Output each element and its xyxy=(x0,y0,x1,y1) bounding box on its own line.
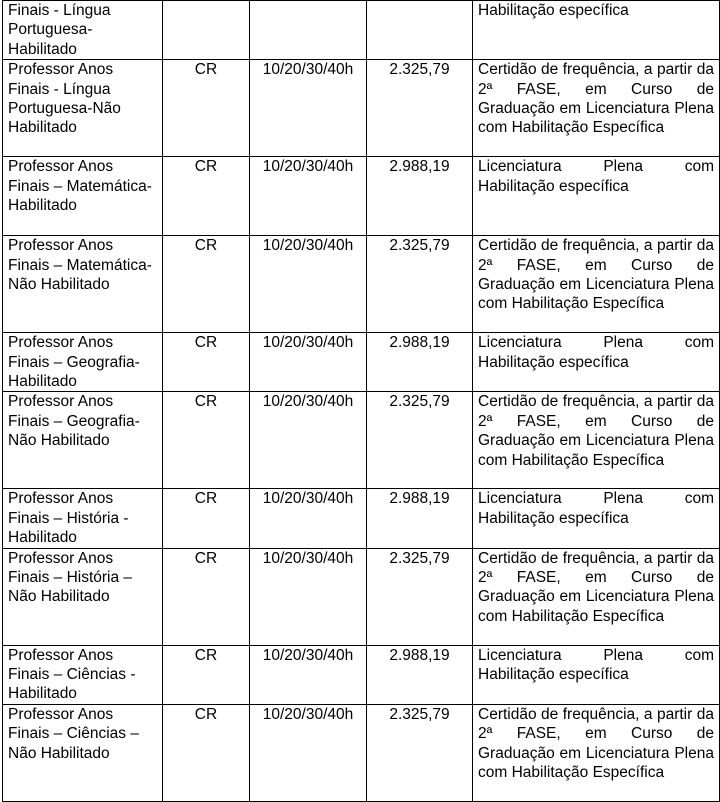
salary-cell: 2.988,19 xyxy=(367,489,473,548)
workload-cell: 10/20/30/40h xyxy=(250,489,367,548)
salary-cell: 2.988,19 xyxy=(367,645,473,704)
workload-cell xyxy=(250,1,367,60)
position-name-cell: Professor Anos Finais - Língua Portuguesa-Não Habilitado xyxy=(3,60,163,157)
salary-cell: 2.325,79 xyxy=(367,704,473,801)
position-name-cell: Finais - Língua Portuguesa-Habilitado xyxy=(3,1,163,60)
requirement-text: Licenciatura Plena com Habilitação específica xyxy=(478,490,714,527)
table-row xyxy=(3,157,720,236)
table-row xyxy=(3,548,720,645)
requirement-text: Certidão de frequência, a partir da 2ª FASE, em Curso de Graduação em Licenciatura Plena com Habilitação Específica xyxy=(478,705,714,782)
workload-cell: 10/20/30/40h xyxy=(250,157,367,236)
position-name-cell: Professor Anos Finais – Ciências – Não Habilitado xyxy=(3,704,163,801)
workload-cell: 10/20/30/40h xyxy=(250,333,367,392)
table-row xyxy=(3,645,720,704)
requirement-text: Licenciatura Plena com Habilitação específica xyxy=(478,646,714,684)
position-name-cell: Professor Anos Finais – Matemática-Não Habilitado xyxy=(3,236,163,333)
requirement-cell xyxy=(473,704,720,801)
table-row xyxy=(3,489,720,548)
workload-cell: 10/20/30/40h xyxy=(250,236,367,333)
workload-cell: 10/20/30/40h xyxy=(250,548,367,645)
requirement-text: Certidão de frequência, a partir da 2ª FASE, em Curso de Graduação em Licenciatura Plena com Habilitação Específica xyxy=(478,237,714,313)
requirement-text: Certidão de frequência, a partir da 2ª FASE, em Curso de Graduação em Licenciatura Plena com Habilitação Específica xyxy=(478,393,714,469)
requirement-text: Habilitação específica xyxy=(478,2,629,19)
position-name-cell: Professor Anos Finais – História – Não Habilitado xyxy=(3,548,163,645)
table-row xyxy=(3,392,720,489)
workload-cell: 10/20/30/40h xyxy=(250,645,367,704)
requirement-cell xyxy=(473,157,720,236)
position-name-cell: Professor Anos Finais – Geografia-Habilitado xyxy=(3,333,163,392)
requirement-cell xyxy=(473,333,720,392)
workload-cell: 10/20/30/40h xyxy=(250,60,367,157)
salary-cell: 2.325,79 xyxy=(367,548,473,645)
requirement-cell xyxy=(473,60,720,157)
requirement-cell xyxy=(473,489,720,548)
regime-cell: CR xyxy=(163,645,250,704)
position-name-cell: Professor Anos Finais – Matemática-Habilitado xyxy=(3,157,163,236)
regime-cell: CR xyxy=(163,548,250,645)
workload-cell: 10/20/30/40h xyxy=(250,392,367,489)
salary-cell: 2.988,19 xyxy=(367,157,473,236)
regime-cell: CR xyxy=(163,333,250,392)
workload-cell: 10/20/30/40h xyxy=(250,704,367,801)
table-row xyxy=(3,60,720,157)
requirement-text: Certidão de frequência, a partir da 2ª FASE, em Curso de Graduação em Licenciatura Plena com Habilitação Específica xyxy=(478,61,714,137)
regime-cell: CR xyxy=(163,489,250,548)
regime-cell: CR xyxy=(163,60,250,157)
position-name-cell: Professor Anos Finais – História - Habilitado xyxy=(3,489,163,548)
table-row xyxy=(3,704,720,801)
requirement-text: Certidão de frequência, a partir da 2ª FASE, em Curso de Graduação em Licenciatura Plena com Habilitação Específica xyxy=(478,549,714,625)
positions-table xyxy=(2,0,720,802)
requirement-cell xyxy=(473,1,720,60)
requirement-cell xyxy=(473,548,720,645)
regime-cell: CR xyxy=(163,157,250,236)
regime-cell: CR xyxy=(163,236,250,333)
table-row xyxy=(3,333,720,392)
salary-cell: 2.988,19 xyxy=(367,333,473,392)
requirement-text: Licenciatura Plena com Habilitação específica xyxy=(478,334,714,371)
requirement-text: Licenciatura Plena com Habilitação específica xyxy=(478,158,714,195)
position-name-cell: Professor Anos Finais – Geografia-Não Habilitado xyxy=(3,392,163,489)
regime-cell xyxy=(163,1,250,60)
regime-cell: CR xyxy=(163,392,250,489)
requirement-cell xyxy=(473,645,720,704)
salary-cell: 2.325,79 xyxy=(367,60,473,157)
salary-cell: 2.325,79 xyxy=(367,236,473,333)
salary-cell xyxy=(367,1,473,60)
position-name-cell: Professor Anos Finais – Ciências - Habilitado xyxy=(3,645,163,704)
regime-cell: CR xyxy=(163,704,250,801)
requirement-cell xyxy=(473,392,720,489)
table-row xyxy=(3,236,720,333)
table-row xyxy=(3,1,720,60)
requirement-cell xyxy=(473,236,720,333)
salary-cell: 2.325,79 xyxy=(367,392,473,489)
